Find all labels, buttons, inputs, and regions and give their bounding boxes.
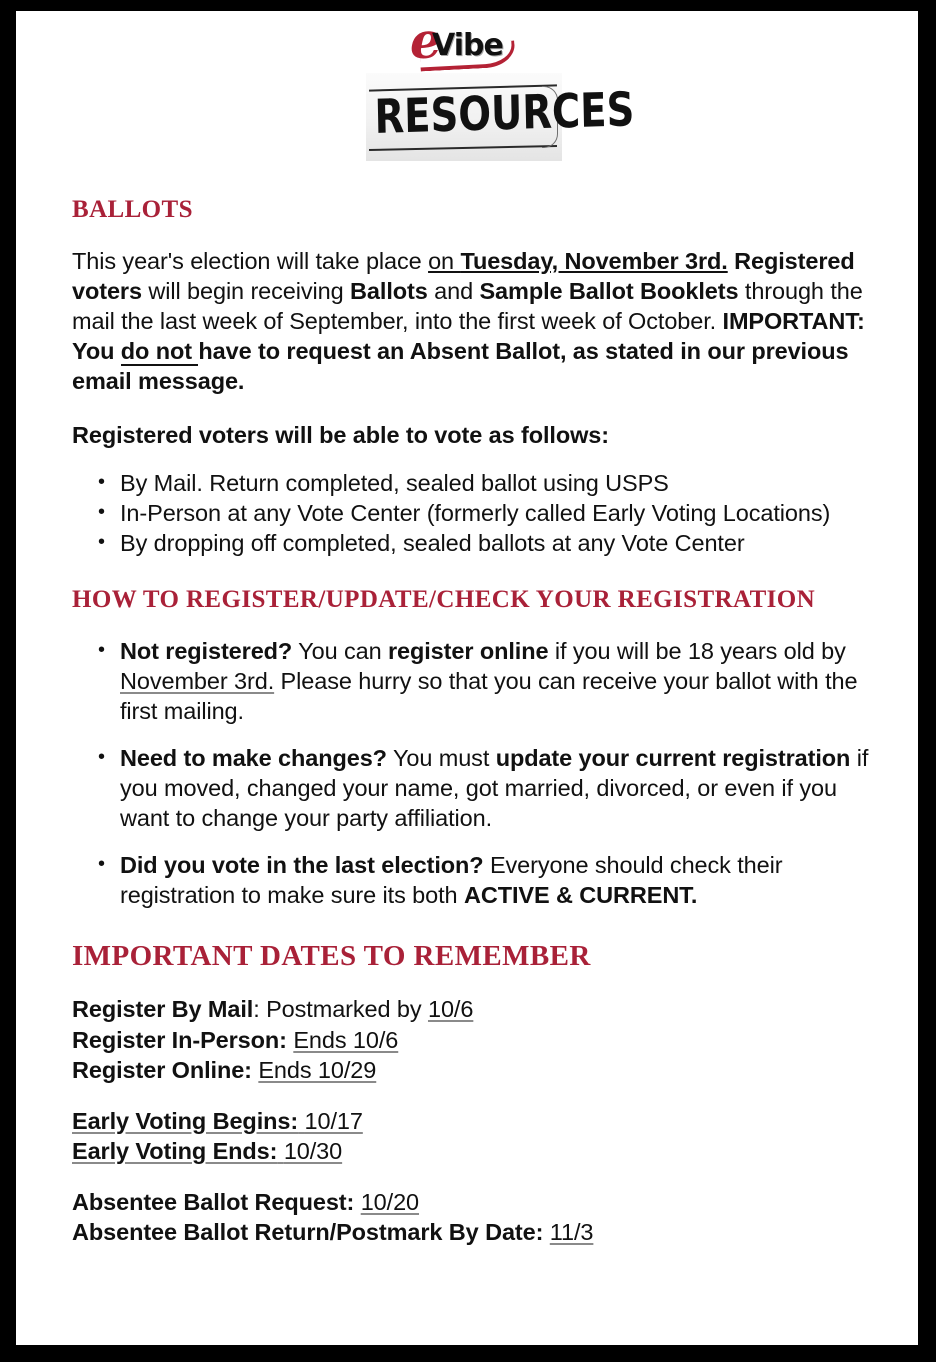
item-lead: Did you vote in the last election? — [120, 852, 484, 878]
section-heading-ballots: BALLOTS — [72, 196, 193, 223]
date-row — [72, 1217, 874, 1248]
para-run-10: IMPORTANT: You — [72, 308, 865, 364]
date-label: Register By Mail — [72, 996, 254, 1022]
date-label: Register Online: — [72, 1057, 252, 1083]
date-value: 10/20 — [360, 1188, 420, 1215]
logo-header — [16, 11, 918, 196]
date-label: Register In-Person: — [72, 1026, 287, 1053]
item-underlined: November 3rd. — [120, 668, 275, 694]
date-value: Ends 10/29 — [258, 1057, 377, 1083]
item-emph: ACTIVE & CURRENT. — [463, 882, 698, 908]
date-row — [72, 1055, 874, 1086]
plate-rule-bottom — [369, 145, 557, 151]
para-run-3: Tuesday, November 3rd. — [460, 248, 728, 274]
brand-word-vibe: Vibe — [432, 28, 503, 63]
dates-spacer — [72, 1086, 874, 1106]
para-run-9: through the mail the last week of September, into the first week of October. — [72, 278, 863, 334]
item-text-c: Please hurry so that you can receive your ballot with the first mailing. — [120, 668, 858, 724]
para-run-8: Sample Ballot Booklets — [479, 278, 739, 304]
date-label: Early Voting Begins: — [72, 1107, 299, 1134]
item-text-b: if you moved, changed your name, got married, divorced, or even if you want to change your party affiliation. — [120, 745, 869, 831]
date-value: 11/3 — [549, 1219, 594, 1245]
vote-methods-list — [72, 468, 874, 558]
date-value: Ends 10/6 — [293, 1026, 399, 1053]
list-item — [120, 636, 874, 726]
date-label: Absentee Ballot Return/Postmark By Date: — [72, 1219, 544, 1245]
ballots-paragraph — [72, 246, 874, 396]
para-run-1: This year's election will take place — [72, 248, 429, 274]
item-lead: Need to make changes? — [120, 745, 387, 771]
para-run-4: Registered voters — [72, 248, 855, 304]
section-heading-register: HOW TO REGISTER/UPDATE/CHECK YOUR REGISTRATION — [72, 586, 816, 613]
date-mid: : Postmarked by — [253, 996, 428, 1022]
item-text-a: You can — [292, 638, 388, 664]
dates-list — [72, 994, 874, 1248]
item-text-a: You must — [386, 745, 496, 771]
item-emph: update your current registration — [495, 745, 851, 771]
list-item: • In-Person at any Vote Center (formerly called Early Voting Locations) — [120, 498, 874, 528]
register-list — [72, 636, 874, 910]
document-content — [16, 196, 918, 1248]
date-label: Absentee Ballot Request: — [72, 1188, 355, 1215]
date-row — [72, 1106, 874, 1137]
para-run-12: have to request an Absent Ballot, as stated in our previous email message. — [72, 338, 849, 394]
vote-methods-intro: Registered voters will be able to vote as follows: — [72, 422, 609, 448]
date-value: 10/30 — [283, 1138, 343, 1164]
document-page — [16, 11, 918, 1345]
para-run-6: Ballots — [350, 278, 428, 304]
date-row — [72, 1187, 874, 1218]
para-run-5: will begin receiving — [141, 278, 351, 304]
item-text-b: if you will be 18 years old by — [548, 638, 846, 664]
section-heading-dates: IMPORTANT DATES TO REMEMBER — [72, 940, 591, 972]
brand-script-e: e — [410, 11, 440, 70]
dates-spacer — [72, 1167, 874, 1187]
para-run-7: and — [427, 278, 480, 304]
evibe-resources-logo — [362, 11, 635, 185]
resources-plate — [366, 73, 635, 161]
evibe-wordmark — [362, 11, 572, 77]
list-item — [120, 743, 874, 833]
date-value: 10/6 — [427, 996, 474, 1022]
date-value: 10/17 — [304, 1107, 363, 1134]
item-lead: Not registered? — [120, 638, 293, 664]
date-label: Early Voting Ends: — [72, 1138, 278, 1164]
resources-wordmark: RESOURCES — [373, 82, 635, 145]
list-item — [120, 850, 874, 910]
item-emph: register online — [387, 638, 549, 664]
para-run-11: do not — [120, 338, 199, 364]
date-row — [72, 994, 874, 1025]
item-text-a: Everyone should check their registration to make sure its both — [120, 852, 783, 908]
list-item: • By Mail. Return completed, sealed ballot using USPS — [120, 468, 874, 498]
date-row — [72, 1025, 874, 1056]
date-row — [72, 1136, 874, 1167]
list-item: • By dropping off completed, sealed ballots at any Vote Center — [120, 528, 874, 558]
para-run-2: on — [428, 248, 461, 274]
